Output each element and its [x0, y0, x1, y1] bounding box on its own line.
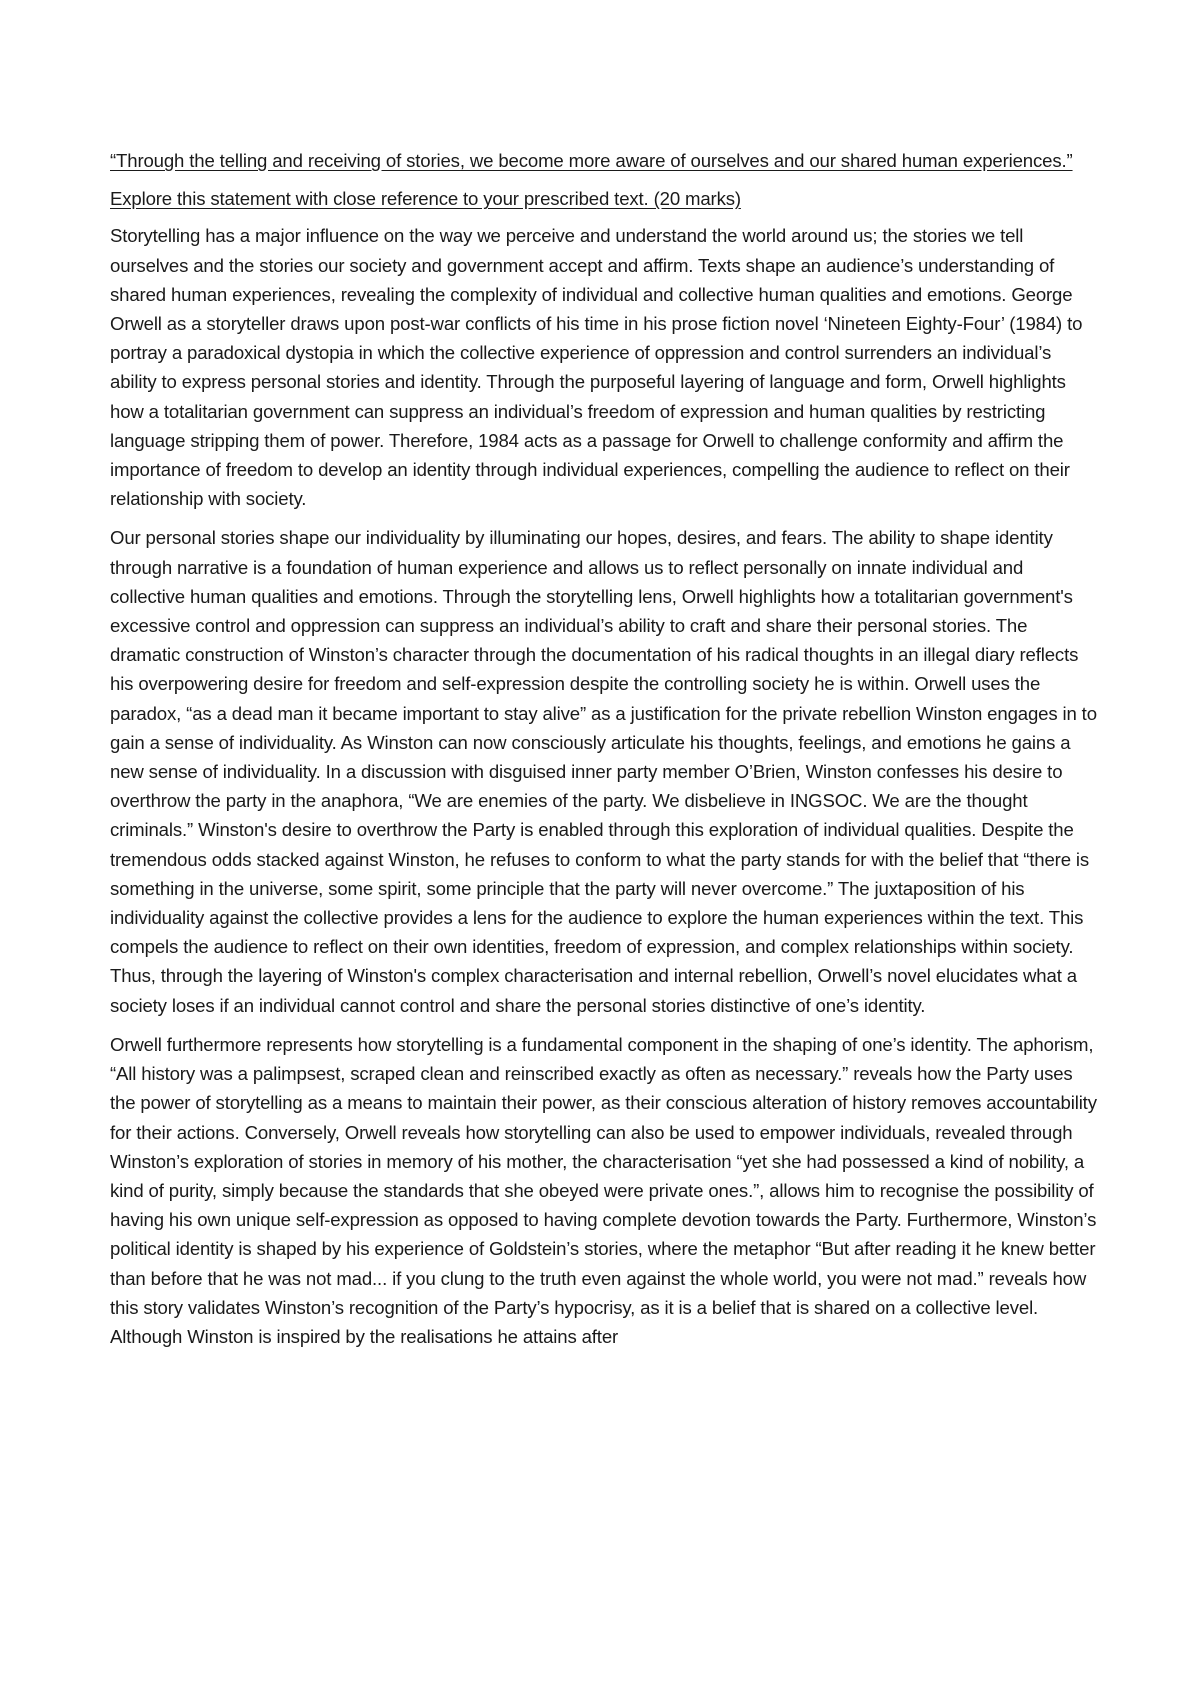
essay-body: [110, 146, 1100, 1351]
essay-task-instruction: Explore this statement with close reference to your prescribed text. (20 marks): [110, 188, 741, 210]
paragraph-introduction: Storytelling has a major influence on the way we perceive and understand the world around us; the stories we tell ourselves and the stories our society and government accept and affirm. Texts shape an audience’s understanding of shared human experiences, revealing the complexity of individual and collective human qualities and emotions. George Orwell as a storyteller draws upon post-war conflicts of his time in his prose fiction novel ‘Nineteen Eighty-Four’ (1984) to portray a paradoxical dystopia in which the collective experience of oppression and control surrenders an individual’s ability to express personal stories and identity. Through the purposeful layering of language and form, Orwell highlights how a totalitarian government can suppress an individual’s freedom of expression and human qualities by restricting language stripping them of power. Therefore, 1984 acts as a passage for Orwell to challenge conformity and affirm the importance of freedom to develop an identity through individual experiences, compelling the audience to reflect on their relationship with society.: [110, 225, 1083, 510]
essay-prompt-quote: “Through the telling and receiving of stories, we become more aware of ourselves and our shared human experiences.”: [110, 150, 1073, 171]
paragraph-body-2: Orwell furthermore represents how storytelling is a fundamental component in the shaping of one’s identity. The aphorism, “All history was a palimpsest, scraped clean and reinscribed exactly as often as necessary.” reveals how the Party uses the power of storytelling as a means to maintain their power, as their conscious alteration of history removes accountability for their actions. Conversely, Orwell reveals how storytelling can also be used to empower individuals, revealed through Winston’s exploration of stories in memory of his mother, the characterisation “yet she had possessed a kind of nobility, a kind of purity, simply because the standards that she obeyed were private ones.”, allows him to recognise the possibility of having his own unique self-expression as opposed to having complete devotion towards the Party. Furthermore, Winston’s political identity is shaped by his experience of Goldstein’s stories, where the metaphor “But after reading it he knew better than before that he was not mad... if you clung to the truth even against the whole world, you were not mad.” reveals how this story validates Winston’s recognition of the Party’s hypocrisy, as it is a belief that is shared on a collective level. Although Winston is inspired by the realisations he attains after: [110, 1033, 1097, 1347]
paragraph-body-1: Our personal stories shape our individuality by illuminating our hopes, desires, and fears. The ability to shape identity through narrative is a foundation of human experience and allows us to reflect personally on innate individual and collective human qualities and emotions. Through the storytelling lens, Orwell highlights how a totalitarian government's excessive control and oppression can suppress an individual’s ability to craft and share their personal stories. The dramatic construction of Winston’s character through the documentation of his radical thoughts in an illegal diary reflects his overpowering desire for freedom and self-expression despite the controlling society he is within. Orwell uses the paradox, “as a dead man it became important to stay alive” as a justification for the private rebellion Winston engages in to gain a sense of individuality. As Winston can now consciously articulate his thoughts, feelings, and emotions he gains a new sense of individuality. In a discussion with disguised inner party member O’Brien, Winston confesses his desire to overthrow the party in the anaphora, “We are enemies of the party. We disbelieve in INGSOC. We are the thought criminals.” Winston's desire to overthrow the Party is enabled through this exploration of individual qualities. Despite the tremendous odds stacked against Winston, he refuses to conform to what the party stands for with the belief that “there is something in the universe, some spirit, some principle that the party will never overcome.” The juxtaposition of his individuality against the collective provides a lens for the audience to explore the human experiences within the text. This compels the audience to reflect on their own identities, freedom of expression, and complex relationships within society. Thus, through the layering of Winston's complex characterisation and internal rebellion, Orwell’s novel elucidates what a society loses if an individual cannot control and share the personal stories distinctive of one’s identity.: [110, 527, 1097, 1016]
